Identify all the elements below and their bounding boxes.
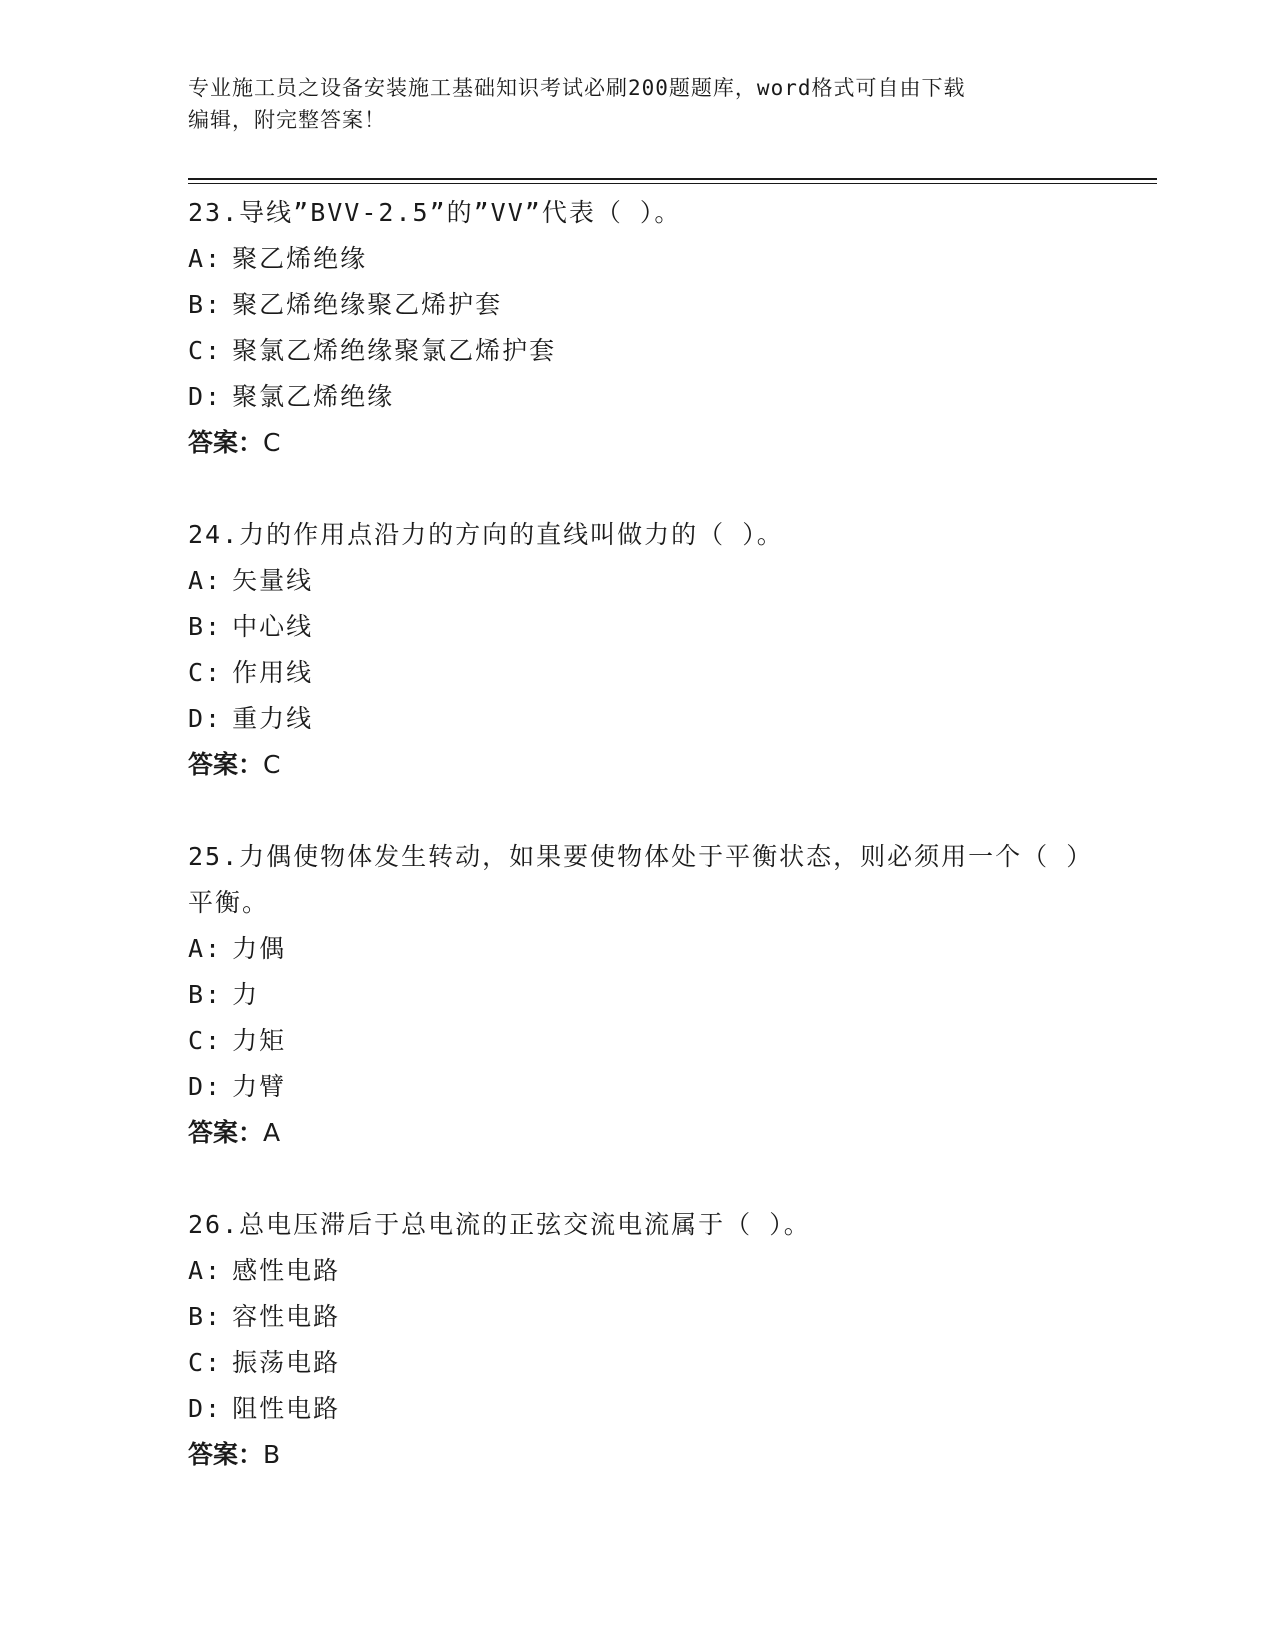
option-key: D:: [188, 1072, 223, 1101]
option-a: [188, 926, 1088, 972]
answer-line: [188, 742, 1088, 788]
option-text: 聚乙烯绝缘: [232, 244, 368, 273]
answer-value: C: [263, 750, 281, 779]
option-key: D:: [188, 1394, 223, 1423]
answer-label: 答案：: [188, 1440, 264, 1469]
option-key: B:: [188, 612, 223, 641]
option-c: [188, 1340, 1088, 1386]
option-text: 聚乙烯绝缘聚乙烯护套: [232, 290, 503, 319]
option-c: [188, 328, 1088, 374]
option-text: 容性电路: [232, 1302, 341, 1331]
option-a: [188, 558, 1088, 604]
document-header: [188, 72, 1088, 136]
option-text: 振荡电路: [232, 1348, 341, 1377]
option-text: 聚氯乙烯绝缘: [232, 382, 395, 411]
option-key: B:: [188, 980, 223, 1009]
answer-value: A: [263, 1118, 281, 1147]
option-key: B:: [188, 290, 223, 319]
option-key: A:: [188, 244, 223, 273]
answer-line: [188, 1432, 1088, 1478]
option-key: C:: [188, 658, 223, 687]
option-key: A:: [188, 1256, 223, 1285]
option-b: [188, 604, 1088, 650]
answer-line: [188, 1110, 1088, 1156]
option-key: A:: [188, 934, 223, 963]
option-d: [188, 374, 1088, 420]
question-text: 24.力的作用点沿力的方向的直线叫做力的（ ）。: [188, 520, 784, 549]
answer-label: 答案：: [188, 428, 264, 457]
option-key: D:: [188, 704, 223, 733]
header-line-1: 专业施工员之设备安装施工基础知识考试必刷200题题库，word格式可自由下载: [188, 76, 966, 100]
option-text: 力臂: [232, 1072, 287, 1101]
question-24: [188, 512, 1088, 788]
option-text: 作用线: [232, 658, 314, 687]
option-key: C:: [188, 1026, 223, 1055]
answer-value: C: [263, 428, 281, 457]
question-25: [188, 834, 1088, 1156]
answer-label: 答案：: [188, 1118, 264, 1147]
option-a: [188, 1248, 1088, 1294]
question-26: [188, 1202, 1088, 1478]
option-text: 阻性电路: [232, 1394, 341, 1423]
option-b: [188, 972, 1088, 1018]
option-key: A:: [188, 566, 223, 595]
option-d: [188, 696, 1088, 742]
option-key: B:: [188, 1302, 223, 1331]
option-text: 力: [232, 980, 260, 1009]
option-text: 中心线: [232, 612, 314, 641]
option-key: C:: [188, 336, 223, 365]
question-text: 25.力偶使物体发生转动，如果要使物体处于平衡状态，则必须用一个（ ）平衡。: [188, 842, 1081, 917]
header-divider-thin: [188, 183, 1157, 184]
option-d: [188, 1064, 1088, 1110]
option-text: 聚氯乙烯绝缘聚氯乙烯护套: [232, 336, 557, 365]
question-text: 23.导线”BVV-2.5”的”VV”代表（ ）。: [188, 198, 682, 227]
header-divider-thick: [188, 178, 1157, 180]
option-b: [188, 282, 1088, 328]
option-b: [188, 1294, 1088, 1340]
option-text: 力矩: [232, 1026, 287, 1055]
header-line-2: 编辑，附完整答案！: [188, 108, 386, 132]
option-text: 重力线: [232, 704, 314, 733]
option-a: [188, 236, 1088, 282]
question-list: [188, 190, 1088, 1524]
option-key: C:: [188, 1348, 223, 1377]
option-text: 感性电路: [232, 1256, 341, 1285]
option-c: [188, 1018, 1088, 1064]
question-23: [188, 190, 1088, 466]
option-c: [188, 650, 1088, 696]
option-key: D:: [188, 382, 223, 411]
question-text: 26.总电压滞后于总电流的正弦交流电流属于（ ）。: [188, 1210, 811, 1239]
answer-label: 答案：: [188, 750, 264, 779]
answer-value: B: [263, 1440, 281, 1469]
option-text: 力偶: [232, 934, 287, 963]
answer-line: [188, 420, 1088, 466]
option-text: 矢量线: [232, 566, 314, 595]
option-d: [188, 1386, 1088, 1432]
